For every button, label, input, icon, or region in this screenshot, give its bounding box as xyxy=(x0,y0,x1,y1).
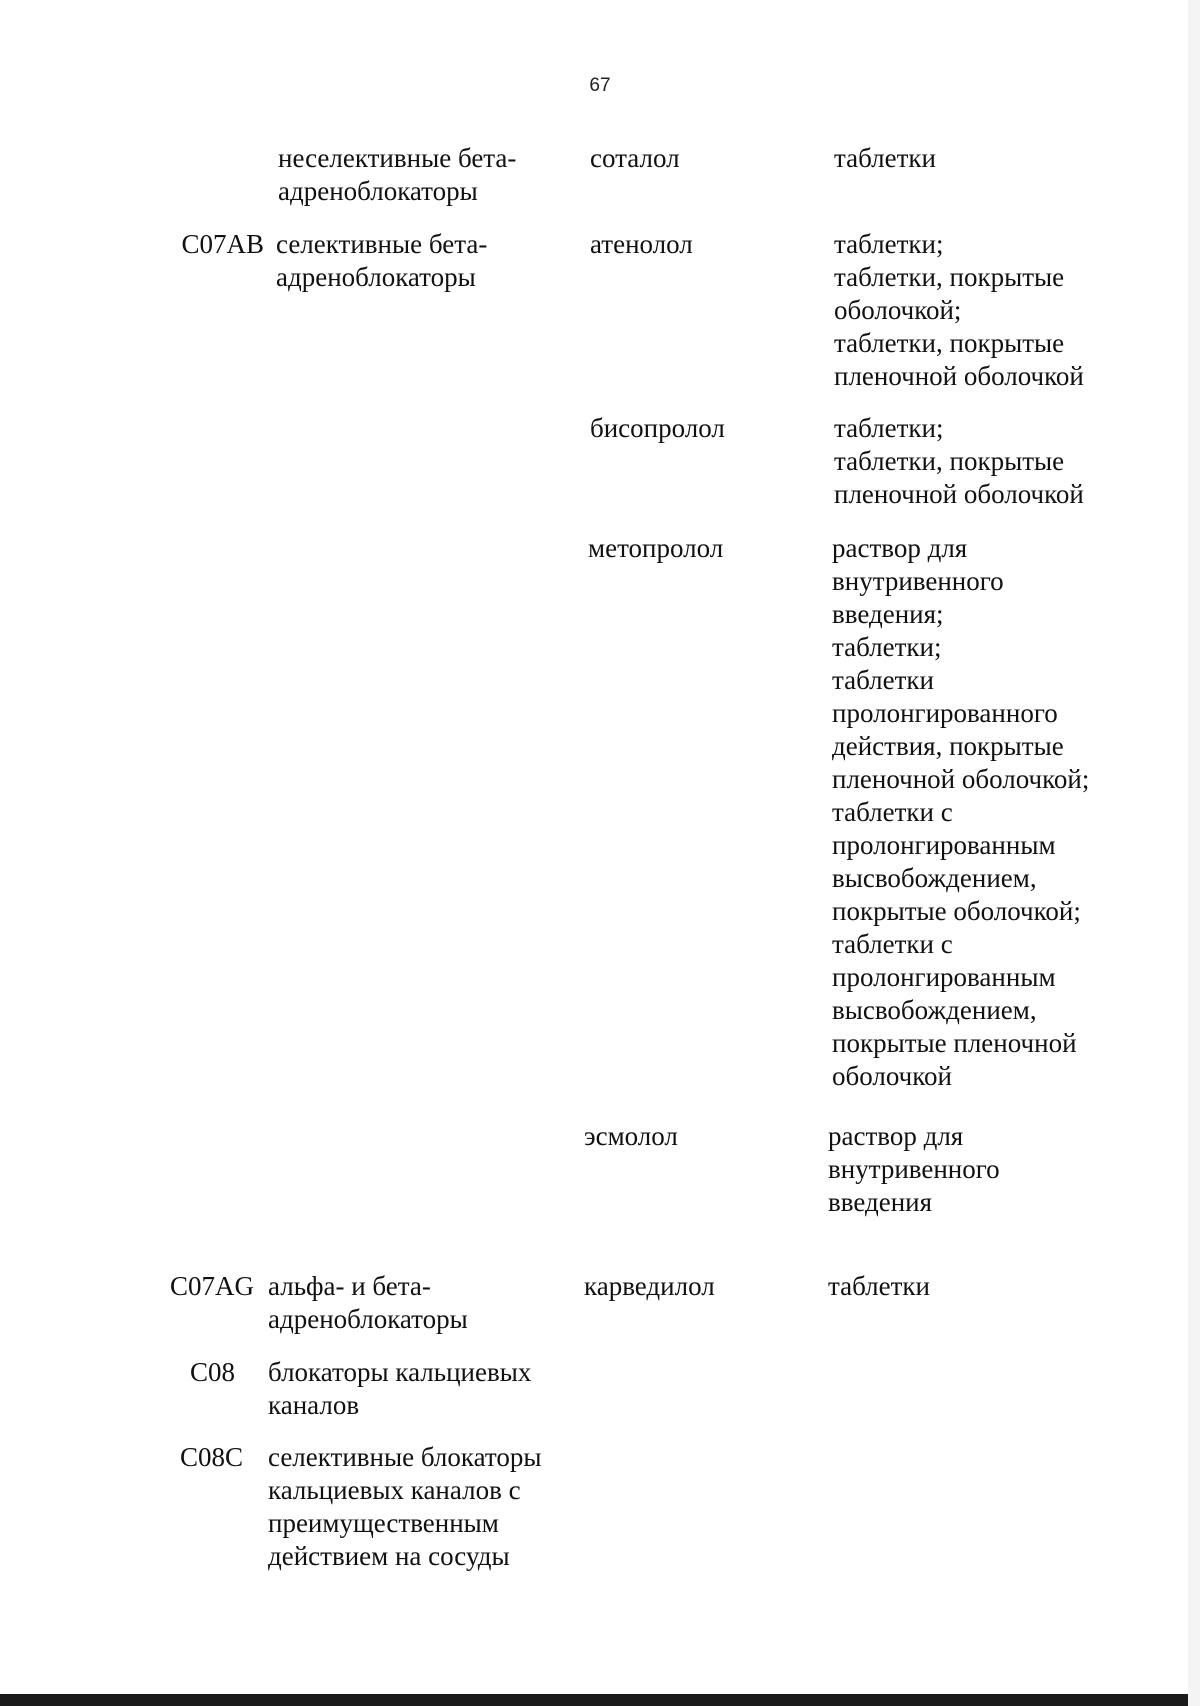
dosage-forms: таблетки xyxy=(828,1271,931,1301)
drug-name: метопролол xyxy=(588,533,724,563)
drug-name: карведилол xyxy=(584,1271,715,1301)
group-name: селективные блокаторы кальциевых каналов с преимущественным действием на сосуды xyxy=(268,1442,542,1571)
drug-name: эсмолол xyxy=(584,1121,678,1151)
scan-bottom-edge xyxy=(0,1694,1200,1706)
group-name: неселективные бета- адреноблокаторы xyxy=(278,143,517,206)
group-name: селективные бета- адреноблокаторы xyxy=(276,229,488,292)
dosage-forms: таблетки; таблетки, покрытые оболочкой; таблетки, покрытые пленочной оболочкой xyxy=(834,229,1084,391)
dosage-forms: таблетки xyxy=(834,143,937,173)
dosage-forms: таблетки; таблетки, покрытые пленочной оболочкой xyxy=(834,413,1084,509)
dosage-forms: раствор для внутривенного введения xyxy=(828,1121,1000,1217)
scan-right-edge xyxy=(1188,0,1200,1706)
page-number: 67 xyxy=(589,75,611,96)
group-name: альфа- и бета- адреноблокаторы xyxy=(268,1271,468,1334)
atc-code: C07AG xyxy=(169,1271,254,1301)
dosage-forms: раствор для внутривенного введения; таблетки; таблетки пролонгированного действия, покрытые пленочной оболочкой; таблетки с пролонгированным высвобождением, покрытые оболочкой; таблетки с пролонгированным высвобождением, покрытые пленочной оболочкой xyxy=(832,533,1090,1091)
drug-name: соталол xyxy=(590,143,680,173)
atc-code: C08C xyxy=(179,1442,243,1472)
drug-name: бисопролол xyxy=(590,413,725,443)
atc-code: C08 xyxy=(189,1357,235,1387)
group-name: блокаторы кальциевых каналов xyxy=(268,1357,532,1420)
atc-code: C07AB xyxy=(181,229,264,259)
drug-name: атенолол xyxy=(590,229,693,259)
